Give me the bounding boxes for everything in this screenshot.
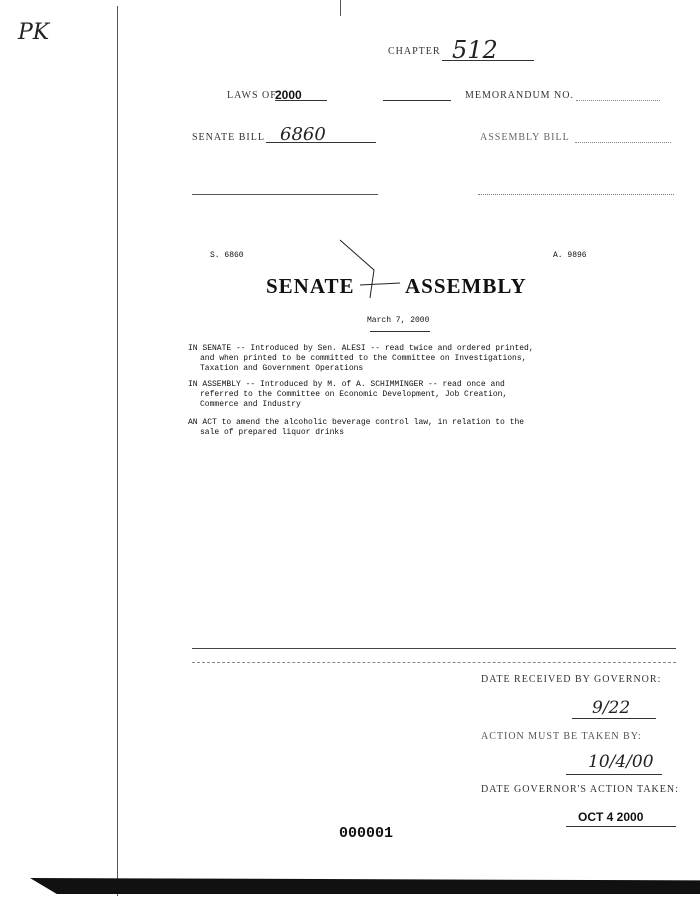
act-description <box>188 418 624 438</box>
action-taken-stamp: OCT 4 2000 <box>578 810 644 824</box>
bottom-rule-1 <box>192 648 676 649</box>
laws-year: 2000 <box>275 88 302 102</box>
act-line-2: sale of prepared liquor drinks <box>200 428 345 437</box>
page-number: 000001 <box>339 825 394 842</box>
laws-year-field <box>275 86 327 101</box>
date-received-value: 9/22 <box>592 698 631 718</box>
senate-introduction <box>188 344 624 374</box>
assembly-intro-line-3: Commerce and Industry <box>200 400 301 409</box>
assembly-introduction <box>188 380 624 410</box>
laws-blank-field <box>383 86 451 101</box>
margin-note: PK <box>18 20 50 45</box>
senate-intro-line-3: Taxation and Government Operations <box>200 364 364 373</box>
senate-bill-field <box>266 124 376 143</box>
assembly-bill-no: A. 9896 <box>553 251 587 260</box>
senate-bill-no: S. 6860 <box>210 251 244 260</box>
senate-bill-label: SENATE BILL <box>192 132 265 143</box>
blank-line-right <box>478 194 674 195</box>
chapter-field <box>442 36 534 64</box>
scan-left-margin-line <box>117 6 118 896</box>
bottom-rule-2 <box>192 662 676 663</box>
memorandum-label: MEMORANDUM NO. <box>465 90 575 101</box>
action-due-value: 10/4/00 <box>588 752 654 772</box>
scan-bottom-band <box>30 878 700 894</box>
senate-bill-number: 6860 <box>280 124 326 145</box>
assembly-intro-line-1: IN ASSEMBLY -- Introduced by M. of A. SCHIMMINGER -- read once and <box>188 380 505 389</box>
act-line-1: AN ACT to amend the alcoholic beverage control law, in relation to the <box>188 418 525 427</box>
scan-top-mark <box>340 0 341 16</box>
chapter-number: 512 <box>452 36 498 64</box>
senate-intro-line-1: IN SENATE -- Introduced by Sen. ALESI -- read twice and ordered printed, <box>188 344 534 353</box>
date-received-field <box>572 698 656 719</box>
bill-date: March 7, 2000 <box>367 316 430 325</box>
action-taken-label: DATE GOVERNOR'S ACTION TAKEN: <box>481 784 679 795</box>
action-due-field <box>566 752 662 775</box>
assembly-bill-field <box>575 142 671 143</box>
date-rule <box>370 331 430 332</box>
action-taken-field <box>566 808 676 827</box>
date-received-label: DATE RECEIVED BY GOVERNOR: <box>481 674 662 685</box>
senate-intro-line-2: and when printed to be committed to the Committee on Investigations, <box>200 354 527 363</box>
bill-title-senate: SENATE <box>266 274 355 298</box>
action-due-label: ACTION MUST BE TAKEN BY: <box>481 731 642 742</box>
bill-title-assembly: ASSEMBLY <box>405 274 527 298</box>
laws-of-label: LAWS OF <box>227 90 277 101</box>
assembly-bill-label: ASSEMBLY BILL <box>480 132 570 143</box>
blank-line-left <box>192 194 378 195</box>
chapter-label: CHAPTER <box>388 46 441 57</box>
memorandum-field <box>576 100 660 101</box>
assembly-intro-line-2: referred to the Committee on Economic Development, Job Creation, <box>200 390 508 399</box>
